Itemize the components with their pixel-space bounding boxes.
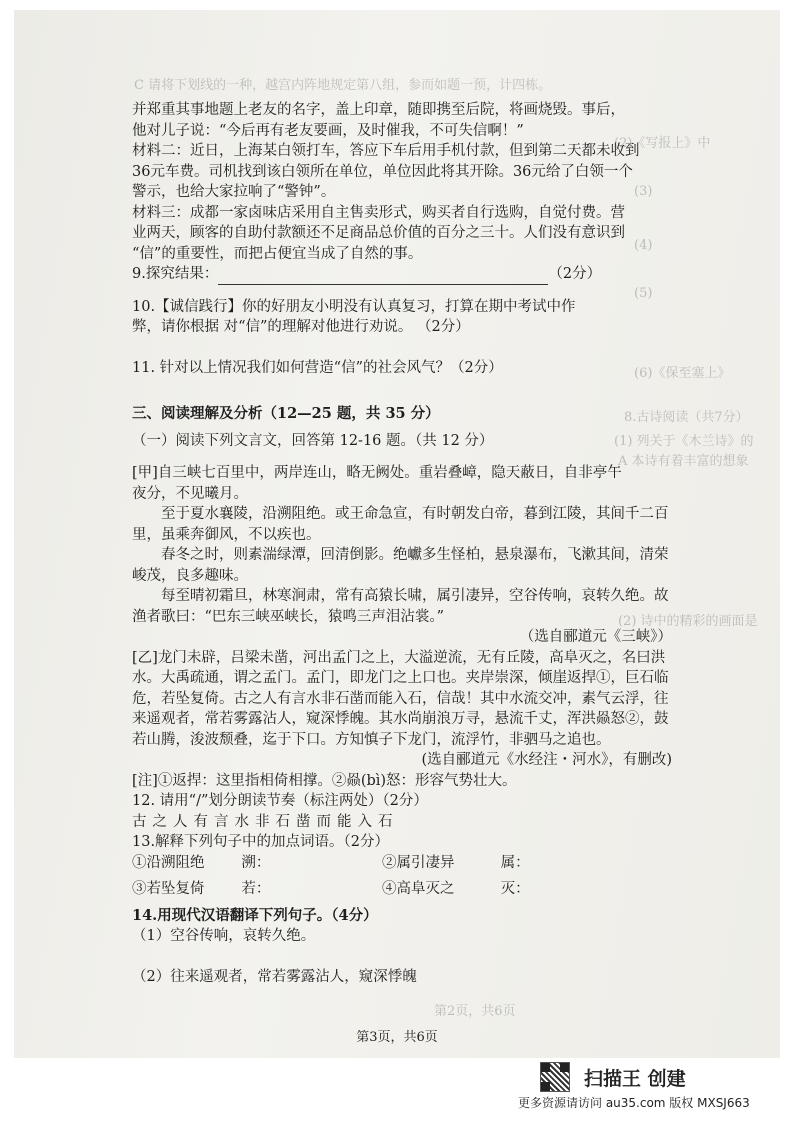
question-11: 11. 针对以上情况我们如何营造“信”的社会风气？（2分） [132,359,503,376]
material-line: 并郑重其事地题上老友的名字，盖上印章，随即携至后院，将画烧毁。事后， [132,102,625,118]
bleed-through-top: C 请将下划线的一种，越宫内阵地规定第八组，参而如题一预，计四栋。 [134,78,552,93]
q9-score: （2分） [548,266,602,282]
passage-jia-source: （选自郦道元《三峡》） [519,629,672,645]
question-14-sentence-1[interactable]: （1）空谷传响，哀转久绝。 [132,928,316,944]
passage-yi: [乙]龙门未辟，吕梁未凿，河出孟门之上，大溢逆流，无有丘陵，高阜灭之，名曰洪水。大禹疏通，谓之孟门。孟门，即龙门之上口也。夹岸崇深，倾崖返捍①，巨石临危，若坠复倚。古之人有言水非石凿而能入石，信哉！其中水流交冲，素气云浮，往来遥观者，常若雾露沾人，窥深悸魄。其水尚崩浪万寻，悬流千丈，浑洪赑怒②，鼓若山腾，浚波颓叠，迄于下口。方知慎子下龙门，流浮竹，非驷马之追也。 [132,649,669,748]
question-12-sentence[interactable]: 古之人有言水非石凿而能入石 [132,813,399,830]
bleed-through-line: (5) [634,286,653,301]
passage-jia-paragraph: 春冬之时，则素湍绿潭，回清倒影。绝巘多生怪柏，悬泉瀑布，飞漱其间，清荣峻茂，良多趣味。 [132,547,669,584]
page-number: 第3页，共6页 [356,1030,438,1045]
scanned-page [14,10,780,1058]
part-1-title: （一）阅读下列文言文，回答第 12-16 题。（共 12 分） [132,432,494,449]
question-13-row [132,853,672,874]
bleed-through-line: 第2页，共6页 [434,1004,516,1019]
question-10-line2: 弊，请你根据 对“信”的理解对他进行劝说。 （2分） [132,319,470,335]
bleed-through-line: (2)《写报上》中 [614,136,711,151]
material-line: 他对儿子说：“今后再有老友要画，及时催我，不可失信啊！” [132,122,524,139]
material-line: “信”的重要性，而把占便宜当成了自然的事。 [132,245,423,262]
bleed-through-line: A 本诗有着丰富的想象 [618,454,749,469]
bleed-through-line: (2) 诗中的精彩的画面是 [618,614,758,629]
watermark-bottom-text: 更多资源请访问 au35.com 版权 MXSJ663 [518,1096,750,1110]
bleed-through-line: 8.古诗阅读（共7分） [624,410,749,425]
question-12-title: 12. 请用“/”划分朗读节奏（标注两处）（2分） [132,793,428,809]
q13-item[interactable]: ③若坠复倚 若： [132,881,271,897]
passage-jia-paragraph: 每至晴初霜旦，林寒涧肃，常有高猿长啸，属引凄异，空谷传响，哀转久绝。故渔者歌曰：“巴东三峡巫峡长，猿鸣三声泪沾裳。” [132,588,669,625]
bleed-through-line: (6)《保至塞上》 [634,366,731,381]
passage-jia-line: 夜分，不见曦月。 [132,485,248,502]
q13-item[interactable]: ②属引凄异 属： [382,854,530,871]
page-content [132,100,672,987]
question-13-title: 13.解释下列句子中的加点词语。（2分） [132,834,390,850]
question-14-title: 14.用现代汉语翻译下列句子。（4分） [132,906,378,924]
material-line: 业两天，顾客的自助付款额还不足商品总价值的百分之三十。人们没有意识到 [132,225,625,241]
material-line: 警示，也给大家拉响了“警钟”。 [132,184,336,200]
watermark-brand: 扫描王 创建 [584,1067,686,1090]
scanner-watermark [540,1062,686,1092]
q9-label: 9.探究结果： [132,266,219,282]
material-line: 36元车费。司机找到该白领所在单位，单位因此将其开除。36元给了白领一个 [132,163,633,180]
qr-code-icon [540,1062,570,1092]
bleed-through-line: (4) [634,238,653,253]
q13-item[interactable]: ①沿溯阻绝 溯： [132,854,271,871]
passage-jia-paragraph: 至于夏水襄陵，沿溯阻绝。或王命急宣，有时朝发白帝，暮到江陵，其间千二百里，虽乘奔御风，不以疾也。 [132,506,669,543]
annotation-note: [注]①返捍：这里指相倚相撑。②赑(bì)怒：形容气势壮大。 [132,772,517,789]
section-3-title: 三、阅读理解及分析（12—25 题，共 35 分） [132,405,440,422]
material-line: 材料二：近日，上海某白领打车，答应下车后用手机付款，但到第二天都未收到 [132,143,640,159]
question-9 [132,264,672,285]
passage-jia-line: [甲]自三峡七百里中，两岸连山，略无阙处。重岩叠嶂，隐天蔽日，自非亭午 [132,465,622,481]
question-13-row [132,879,672,900]
question-10-line1: 10.【诚信践行】你的好朋友小明没有认真复习，打算在期中考试中作 [132,298,576,315]
material-line: 材料三：成都一家卤味店采用自主售卖形式，购买者自行选购，自觉付费。营 [132,204,625,221]
bleed-through-line: (3) [634,184,653,199]
bleed-through-line: (1) 列关于《木兰诗》的 [614,434,754,449]
passage-yi-source: (选自郦道元《水经注・河水》，有删改) [421,752,672,768]
q13-item[interactable]: ④高阜灭之 灭： [382,881,530,897]
question-14-sentence-2[interactable]: （2）往来遥观者，常若雾露沾人，窥深悸魄 [132,968,417,985]
q9-answer-line[interactable] [218,270,548,285]
